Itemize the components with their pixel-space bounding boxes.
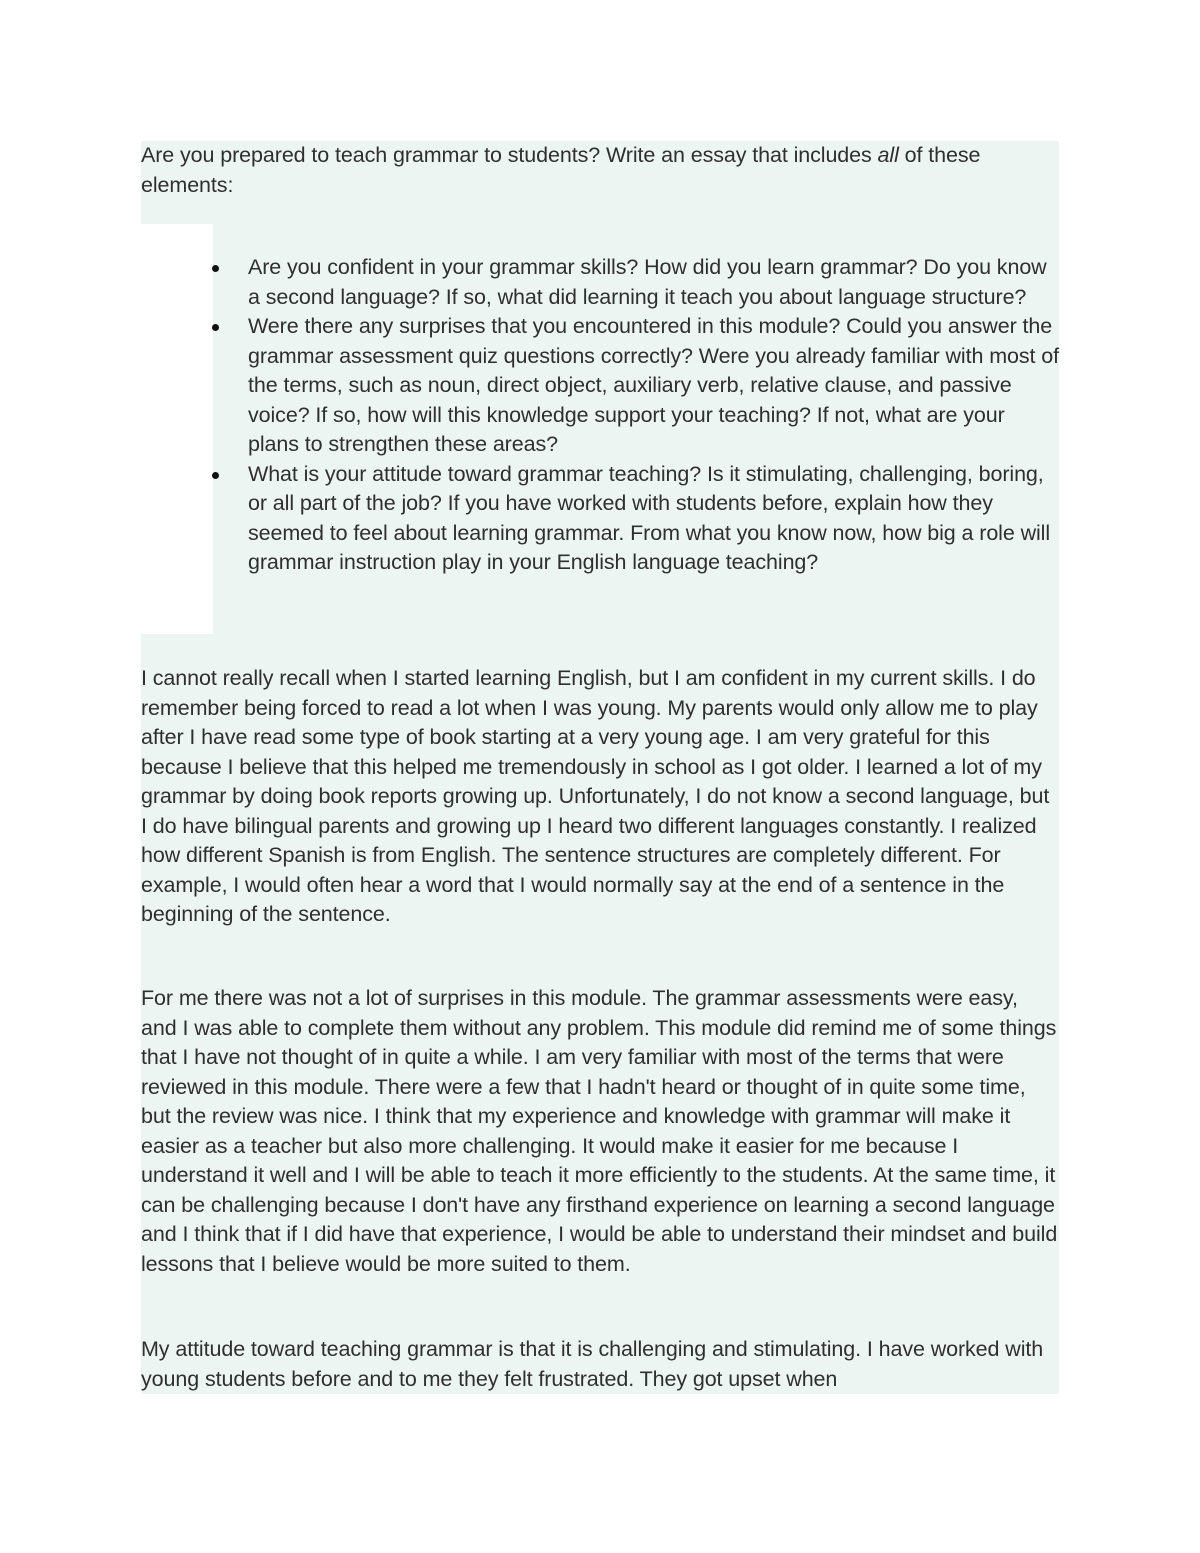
prompt-question-text: Were there any surprises that you encountered in this module? Could you answer the grammar assessment quiz questions correctly? Were you already familiar with most of the terms, such as noun, direct object, auxiliary verb, relative clause, and passive voice? If so, how will this knowledge support your teaching? If not, what are your plans to strengthen these areas? <box>248 314 1059 456</box>
bullet-icon <box>212 324 219 331</box>
essay-paragraph: I cannot really recall when I started learning English, but I am confident in my current skills. I do remember being forced to read a lot when I was young. My parents would only allow me to play after I have read some type of book starting at a very young age. I am very grateful for this because I believe that this helped me tremendously in school as I got older. I learned a lot of my grammar by doing book reports growing up. Unfortunately, I do not know a second language, but I do have bilingual parents and growing up I heard two different languages constantly. I realized how different Spanish is from English. The sentence structures are completely different. For example, I would often hear a word that I would normally say at the end of a sentence in the beginning of the sentence. <box>141 666 1050 926</box>
prompt-intro <box>141 141 1059 200</box>
prompt-intro-text-end: of these elements: <box>141 143 981 197</box>
prompt-question-list <box>141 253 1059 578</box>
bullet-icon <box>212 265 219 272</box>
prompt-question-text: What is your attitude toward grammar teaching? Is it stimulating, challenging, boring, or all part of the job? If you have worked with students before, explain how they seemed to feel about learning grammar. From what you know now, how big a role will grammar instruction play in your English language teaching? <box>248 461 1051 574</box>
list-item <box>141 253 1059 312</box>
prompt-question-text: Are you confident in your grammar skills? How did you learn grammar? Do you know a second language? If so, what did learning it teach you about language structure? <box>248 255 1047 309</box>
list-item <box>141 312 1059 460</box>
prompt-intro-text: Are you prepared to teach grammar to students? Write an essay that includes <box>141 143 878 167</box>
essay-paragraph: My attitude toward teaching grammar is that it is challenging and stimulating. I have worked with young students before and to me they felt frustrated. They got upset when <box>141 1337 1044 1391</box>
list-item <box>141 460 1059 578</box>
essay-paragraph: For me there was not a lot of surprises in this module. The grammar assessments were easy, and I was able to complete them without any problem. This module did remind me of some things that I have not thought of in quite a while. I am very familiar with most of the terms that were reviewed in this module. There were a few that I hadn't heard or thought of in quite some time, but the review was nice. I think that my experience and knowledge with grammar will make it easier as a teacher but also more challenging. It would make it easier for me because I understand it well and I will be able to teach it more efficiently to the students. At the same time, it can be challenging because I don't have any firsthand experience on learning a second language and I think that if I did have that experience, I would be able to understand their mindset and build lessons that I believe would be more suited to them. <box>141 986 1058 1276</box>
bullet-icon <box>212 472 219 479</box>
prompt-intro-emphasis: all <box>877 143 899 167</box>
